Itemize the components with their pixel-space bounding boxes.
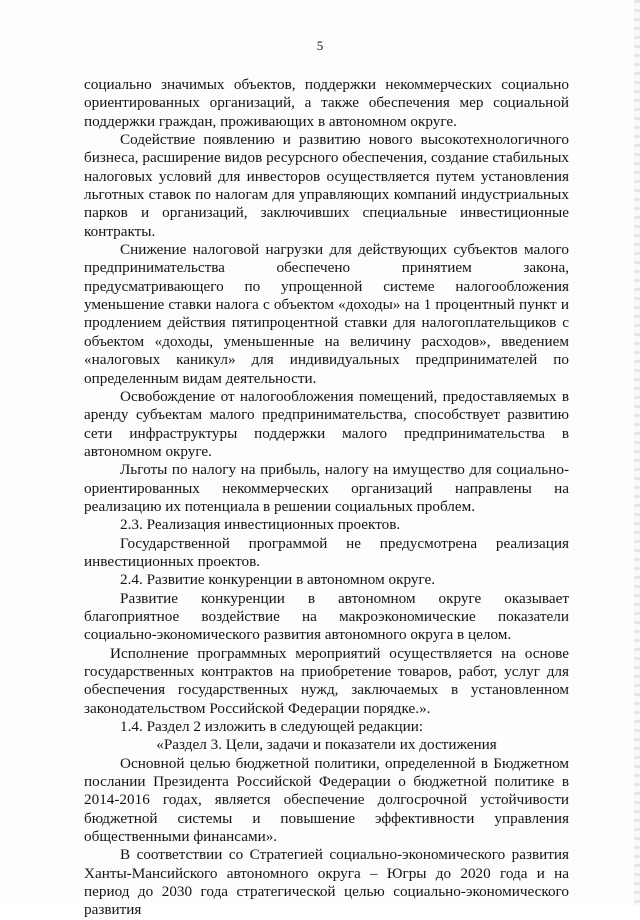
paragraph-competition: Развитие конкуренции в автономном округе оказывает благоприятное воздействие на макроэкономические показатели социально-экономического развития автономного округа в целом. [84, 589, 569, 644]
heading-2-4: 2.4. Развитие конкуренции в автономном округе. [120, 571, 436, 589]
heading-2-3: 2.3. Реализация инвестиционных проектов. [120, 516, 401, 534]
paragraph-investment-projects: Государственной программой не предусмотрена реализация инвестиционных проектов. [84, 534, 569, 570]
paragraph-continuation: социально значимых объектов, поддержки некоммерческих социально ориентированных организаций, а также обеспечения мер социальной поддержки граждан, проживающих в автономном округе. [84, 76, 569, 130]
paragraph-budget-policy-goal: Основной целью бюджетной политики, определенной в Бюджетном послании Президента Российской Федерации о бюджетной политике в 2014-2016 годах, является обеспечение долгосрочной устойчивости бюджетной системы и повышение эффективности управления общественными финансами». [84, 754, 569, 846]
paragraph-high-tech-business: Содействие появлению и развитию нового высокотехнологичного бизнеса, расширение видов ресурсного обеспечения, создание стабильных налоговых условий для инвесторов осуществляется путем установления льготных ставок по налогам для управляющих компаний индустриальных парков и организаций, заключивших специальные инвестиционные контракты. [84, 131, 569, 240]
paragraph-program-execution: Исполнение программных мероприятий осуществляется на основе государственных контрактов на приобретение товаров, работ, услуг для обеспечения государственных нужд, заключаемых в установленном законодательством Российской Федерации порядке.». [84, 644, 569, 717]
heading-section-3: «Раздел 3. Цели, задачи и показатели их достижения [156, 736, 497, 754]
paragraph-profit-tax-benefits: Льготы по налогу на прибыль, налогу на имущество для социально-ориентированных некоммерческих организаций направлены на реализацию их потенциала в решении социальных проблем. [84, 461, 569, 515]
document-body [84, 76, 569, 920]
paragraph-amendment-1-4: 1.4. Раздел 2 изложить в следующей редакции: [120, 718, 424, 736]
paragraph-strategy: В соответствии со Стратегией социально-экономического развития Ханты-Мансийского автономного округа – Югры до 2020 года и на период до 2030 года стратегической целью социально-экономического развития [84, 846, 569, 919]
paragraph-tax-burden-reduction: Снижение налоговой нагрузки для действующих субъектов малого предпринимательства обеспечено принятием закона, предусматривающего по упрощенной системе налогообложения уменьшение ставки налога с объектом «доходы» на 1 процентный пункт и продлением действия пятипроцентной ставки для налогоплательщиков с объектом «доходы, уменьшенные на величину расходов», введением «налоговых каникул» для индивидуальных предпринимателей по определенным видам деятельности. [84, 241, 569, 387]
page-number: 5 [316, 38, 324, 53]
scan-edge-artifact [634, 0, 640, 905]
paragraph-premises-exemption: Освобождение от налогообложения помещений, предоставляемых в аренду субъектам малого предпринимательства, способствует развитию сети инфраструктуры поддержки малого предпринимательства в автономном округе. [84, 387, 569, 460]
